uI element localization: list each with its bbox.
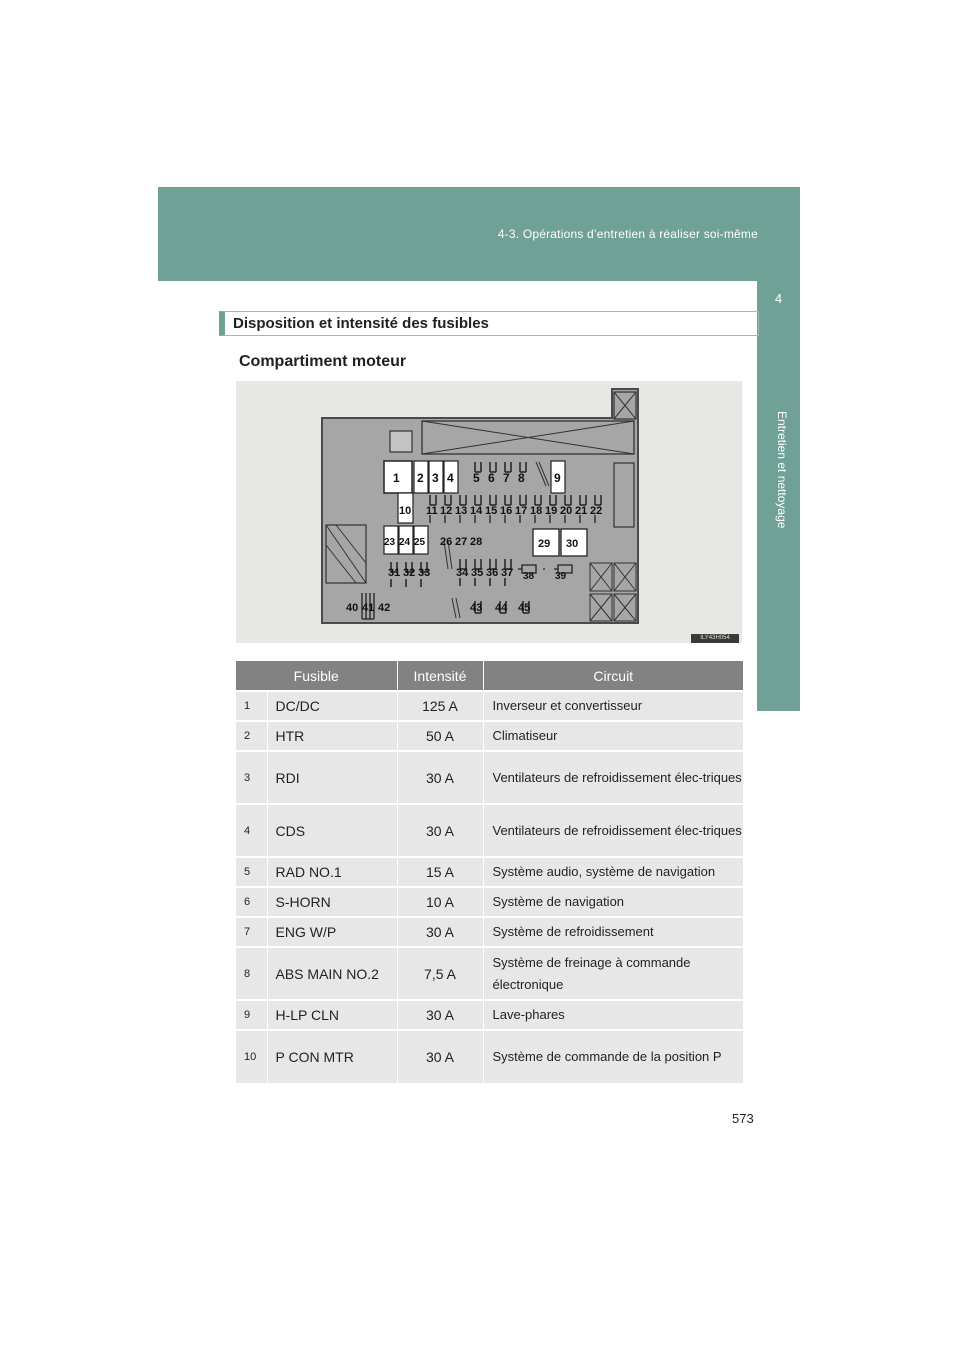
fuse-name: P CON MTR xyxy=(267,1030,397,1083)
fuse-label: 20 xyxy=(560,505,573,517)
table-row xyxy=(236,857,743,887)
table-row xyxy=(236,721,743,751)
fuse-label: 25 xyxy=(414,537,426,548)
header-circuit: Circuit xyxy=(483,661,743,691)
fuse-table xyxy=(236,661,743,1083)
fuse-number: 8 xyxy=(236,947,267,1000)
fuse-number: 10 xyxy=(236,1030,267,1083)
fuse-label: 14 xyxy=(470,505,483,517)
fuse-label: 38 xyxy=(523,571,535,582)
header-section-title: 4-3. Opérations d’entretien à réaliser soi-même xyxy=(497,227,758,241)
fuse-label: 31 xyxy=(388,567,401,579)
fuse-label: 22 xyxy=(590,505,603,517)
fuse-label: 24 xyxy=(399,537,411,548)
fuse-number: 2 xyxy=(236,721,267,751)
fuse-label: 4 xyxy=(447,471,454,485)
header-amperage: Intensité xyxy=(397,661,483,691)
fuse-label: 43 xyxy=(470,602,483,614)
fuse-circuit: Ventilateurs de refroidissement élec-triques xyxy=(483,804,743,857)
table-row xyxy=(236,1030,743,1083)
fuse-name: ENG W/P xyxy=(267,917,397,947)
table-header-row xyxy=(236,661,743,691)
fuse-label: 9 xyxy=(554,471,561,485)
fuse-label: 37 xyxy=(501,567,514,579)
fuse-label: 18 xyxy=(530,505,543,517)
fuse-label: 45 xyxy=(518,602,531,614)
fuse-label: 28 xyxy=(470,536,483,548)
fuse-amperage: 125 A xyxy=(397,691,483,721)
fuse-label: 30 xyxy=(566,538,579,550)
table-row xyxy=(236,1000,743,1030)
fuse-label: 21 xyxy=(575,505,588,517)
fuse-label: 16 xyxy=(500,505,513,517)
fuse-label: 1 xyxy=(393,471,400,485)
fuse-circuit: Système de navigation xyxy=(483,887,743,917)
fuse-label: 11 xyxy=(426,505,438,517)
fuse-label: 26 xyxy=(440,536,453,548)
fuse-name: HTR xyxy=(267,721,397,751)
fuse-label: 17 xyxy=(515,505,528,517)
fuse-label: 15 xyxy=(485,505,498,517)
fuse-amperage: 30 A xyxy=(397,1030,483,1083)
fuse-amperage: 30 A xyxy=(397,751,483,804)
fuse-label: 23 xyxy=(384,537,396,548)
fuse-circuit: Climatiseur xyxy=(483,721,743,751)
chapter-title: Entretien et nettoyage xyxy=(775,411,789,529)
fuse-name: S-HORN xyxy=(267,887,397,917)
fuse-label: 13 xyxy=(455,505,468,517)
fuse-label: 39 xyxy=(555,571,567,582)
table-row xyxy=(236,751,743,804)
diagram-subtitle: Compartiment moteur xyxy=(239,353,407,370)
page-number: 573 xyxy=(732,1111,754,1126)
fuse-circuit: Système de freinage à commande électronique xyxy=(483,947,743,1000)
table-row xyxy=(236,917,743,947)
table-row xyxy=(236,947,743,1000)
fuse-name: ABS MAIN NO.2 xyxy=(267,947,397,1000)
fuse-label: 12 xyxy=(440,505,453,517)
section-heading-text: Disposition et intensité des fusibles xyxy=(233,315,489,332)
chapter-number: 4 xyxy=(774,291,783,306)
fuse-amperage: 30 A xyxy=(397,1000,483,1030)
fuse-label: 42 xyxy=(378,602,391,614)
fuse-number: 1 xyxy=(236,691,267,721)
fuse-label: 34 xyxy=(456,567,469,579)
section-heading xyxy=(219,311,759,336)
fuse-label: 35 xyxy=(471,567,484,579)
fuse-label: 33 xyxy=(418,567,431,579)
fuse-label: 32 xyxy=(403,567,416,579)
table-row xyxy=(236,691,743,721)
fuse-label: 6 xyxy=(488,471,495,485)
fuse-name: H-LP CLN xyxy=(267,1000,397,1030)
header-fuse: Fusible xyxy=(236,661,397,691)
fuse-number: 5 xyxy=(236,857,267,887)
diagram-code: ILY43H054 xyxy=(691,634,739,643)
fuse-label: 44 xyxy=(495,602,508,614)
fuse-box-drawing xyxy=(236,381,742,643)
fuse-number: 7 xyxy=(236,917,267,947)
fuse-amperage: 7,5 A xyxy=(397,947,483,1000)
fuse-name: CDS xyxy=(267,804,397,857)
fuse-circuit: Système de refroidissement xyxy=(483,917,743,947)
table-row xyxy=(236,887,743,917)
chapter-tab xyxy=(757,281,800,711)
fuse-label: 10 xyxy=(399,505,412,517)
fuse-name: RAD NO.1 xyxy=(267,857,397,887)
fuse-number: 3 xyxy=(236,751,267,804)
fuse-number: 9 xyxy=(236,1000,267,1030)
fuse-label: 8 xyxy=(518,471,525,485)
fuse-circuit: Lave-phares xyxy=(483,1000,743,1030)
fuse-amperage: 30 A xyxy=(397,804,483,857)
fuse-label: 5 xyxy=(473,471,480,485)
fuse-circuit: Inverseur et convertisseur xyxy=(483,691,743,721)
fuse-amperage: 50 A xyxy=(397,721,483,751)
table-row xyxy=(236,804,743,857)
fuse-number: 4 xyxy=(236,804,267,857)
fuse-name: DC/DC xyxy=(267,691,397,721)
fuse-circuit: Système audio, système de navigation xyxy=(483,857,743,887)
fuse-label: 2 xyxy=(417,471,424,485)
fuse-name: RDI xyxy=(267,751,397,804)
fuse-amperage: 30 A xyxy=(397,917,483,947)
fuse-number: 6 xyxy=(236,887,267,917)
fuse-label: 3 xyxy=(432,471,439,485)
fuse-label: 27 xyxy=(455,536,468,548)
fuse-label: 41 xyxy=(362,602,375,614)
fuse-label: 7 xyxy=(503,471,510,485)
fuse-label: 19 xyxy=(545,505,558,517)
fuse-amperage: 15 A xyxy=(397,857,483,887)
fuse-label: 36 xyxy=(486,567,499,579)
fuse-circuit: Ventilateurs de refroidissement élec-triques xyxy=(483,751,743,804)
fuse-box-diagram xyxy=(236,381,742,643)
fuse-amperage: 10 A xyxy=(397,887,483,917)
fuse-label: 40 xyxy=(346,602,359,614)
fuse-circuit: Système de commande de la position P xyxy=(483,1030,743,1083)
header-band xyxy=(158,187,800,281)
fuse-label: 29 xyxy=(538,538,551,550)
